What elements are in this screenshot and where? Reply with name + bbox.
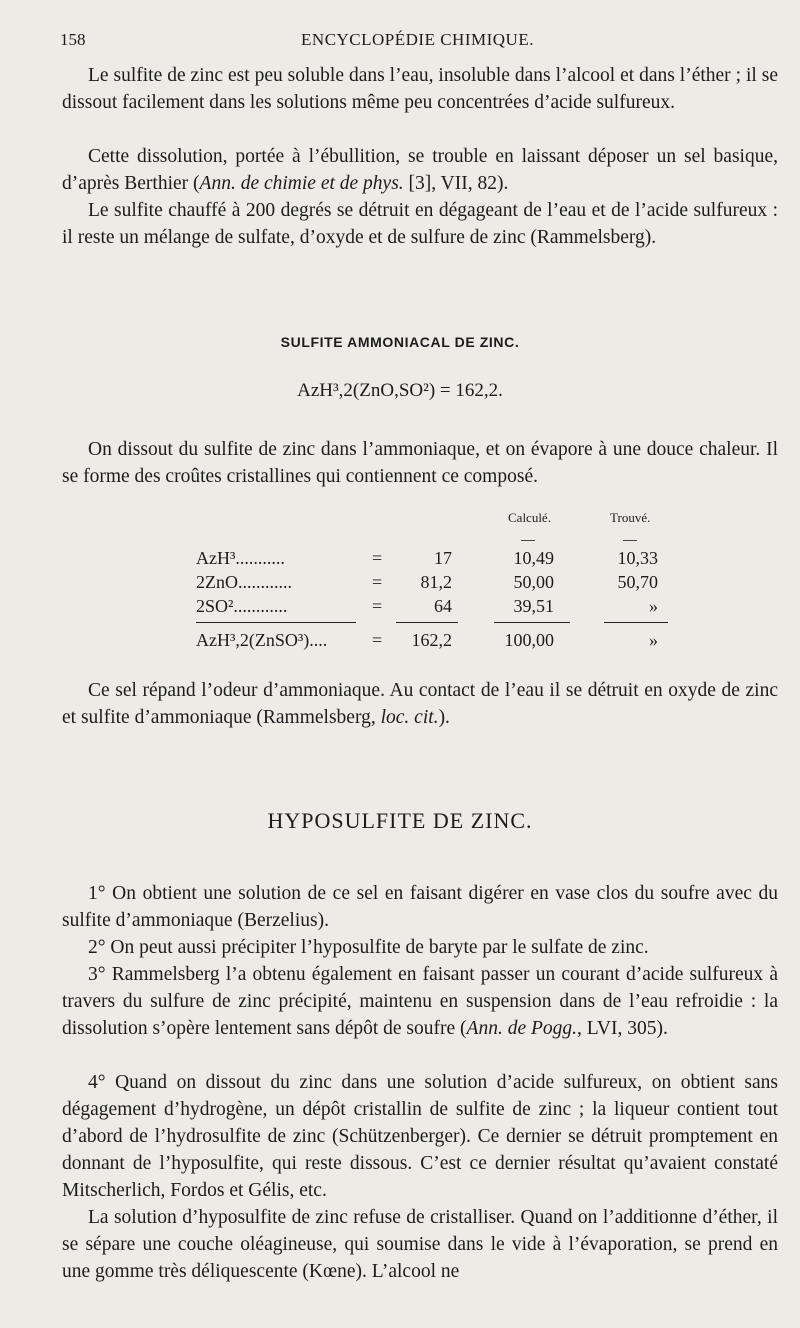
hyposulfite-paragraph-1: 1° On obtient une solution de ce sel en faisant digérer en vase clos du soufre avec du sulfite d’ammoniaque (Berzelius).: [62, 883, 778, 931]
reference-loc-cit: loc. cit.: [380, 707, 439, 728]
intro-paragraph-2: Cette dissolution, portée à l’ébullition, se trouble en laissant déposer un sel basique, d’après Berthier (Ann. de chimie et de phys. [3], VII, 82).: [62, 146, 778, 194]
section1-paragraph: On dissout du sulfite de zinc dans l’ammoniaque, et on évapore à une douce chaleur. Il se forme des croûtes cristallines qui contiennent ce composé.: [62, 439, 778, 487]
sum-rule: [196, 622, 356, 623]
running-title: ENCYCLOPÉDIE CHIMIQUE.: [301, 30, 534, 49]
intro-paragraph-3: Le sulfite chauffé à 200 degrés se détruit en dégageant de l’eau et de l’acide sulfureux : il reste un mélange de sulfate, d’oxyde et de sulfure de zinc (Rammelsberg).: [62, 200, 778, 248]
sum-rule: [604, 622, 668, 623]
section-title-hyposulfite: HYPOSULFITE DE ZINC.: [267, 808, 533, 833]
reference-title: Ann. de chimie et de phys.: [199, 173, 404, 194]
header-dash: [623, 540, 637, 541]
section1-closing-paragraph: Ce sel répand l’odeur d’ammoniaque. Au contact de l’eau il se détruit en oxyde de zinc et sulfite d’ammoniaque (Rammelsberg, loc. cit.).: [62, 680, 778, 728]
column-header-found: Trouvé.: [610, 510, 651, 525]
hyposulfite-paragraph-2: 2° On peut aussi précipiter l’hyposulfite de baryte par le sulfate de zinc.: [88, 937, 649, 958]
section-title-sulfite-ammoniacal: SULFITE AMMONIACAL DE ZINC.: [280, 334, 520, 350]
column-header-calculated: Calculé.: [508, 510, 551, 525]
table-total-row: AzH³,2(ZnSO³).... = 162,2 100,00 »: [196, 630, 658, 650]
table-row: 2SO²............ = 64 39,51 »: [196, 596, 658, 616]
intro-paragraph-1: Le sulfite de zinc est peu soluble dans l’eau, insoluble dans l’alcool et dans l’éther ; il se dissout facilement dans les solutions même peu concentrées d’acide sulfureux.: [62, 65, 778, 113]
header-dash: [521, 540, 535, 541]
hyposulfite-paragraph-3: 3° Rammelsberg l’a obtenu également en faisant passer un courant d’acide sulfureux à travers du sulfure de zinc précipité, maintenu en suspension dans de l’eau refroidie : la dissolution s’opère lentement sans dépôt de soufre (Ann. de Pogg., LVI, 305).: [62, 964, 778, 1039]
chemical-formula: AzH³,2(ZnO,SO²) = 162,2.: [297, 380, 503, 401]
reference-ann-pogg: Ann. de Pogg.: [466, 1018, 578, 1039]
sum-rule: [494, 622, 570, 623]
sum-rule: [396, 622, 458, 623]
hyposulfite-paragraph-5: La solution d’hyposulfite de zinc refuse de cristalliser. Quand on l’additionne d’éther, il se sépare une couche oléagineuse, qui soumise dans le vide à l’évaporation, se prend en une gomme très déliquescente (Kœne). L’alcool ne: [62, 1207, 778, 1282]
table-row: AzH³........... = 17 10,49 10,33: [196, 548, 658, 568]
page-number: 158: [60, 30, 86, 49]
hyposulfite-paragraph-4: 4° Quand on dissout du zinc dans une solution d’acide sulfureux, on obtient sans dégagement d’hydrogène, un dépôt cristallin de sulfite de zinc ; la liqueur contient tout d’abord de l’hydrosulfite de zinc (Schützenberger). Ce dernier se détruit promptement en donnant de l’hyposulfite, qui reste dissous. C’est ce dernier résultat qu’avaient constaté Mitscherlich, Fordos et Gélis, etc.: [62, 1072, 778, 1201]
table-row: 2ZnO............ = 81,2 50,00 50,70: [196, 572, 658, 592]
page-header: [60, 30, 775, 54]
